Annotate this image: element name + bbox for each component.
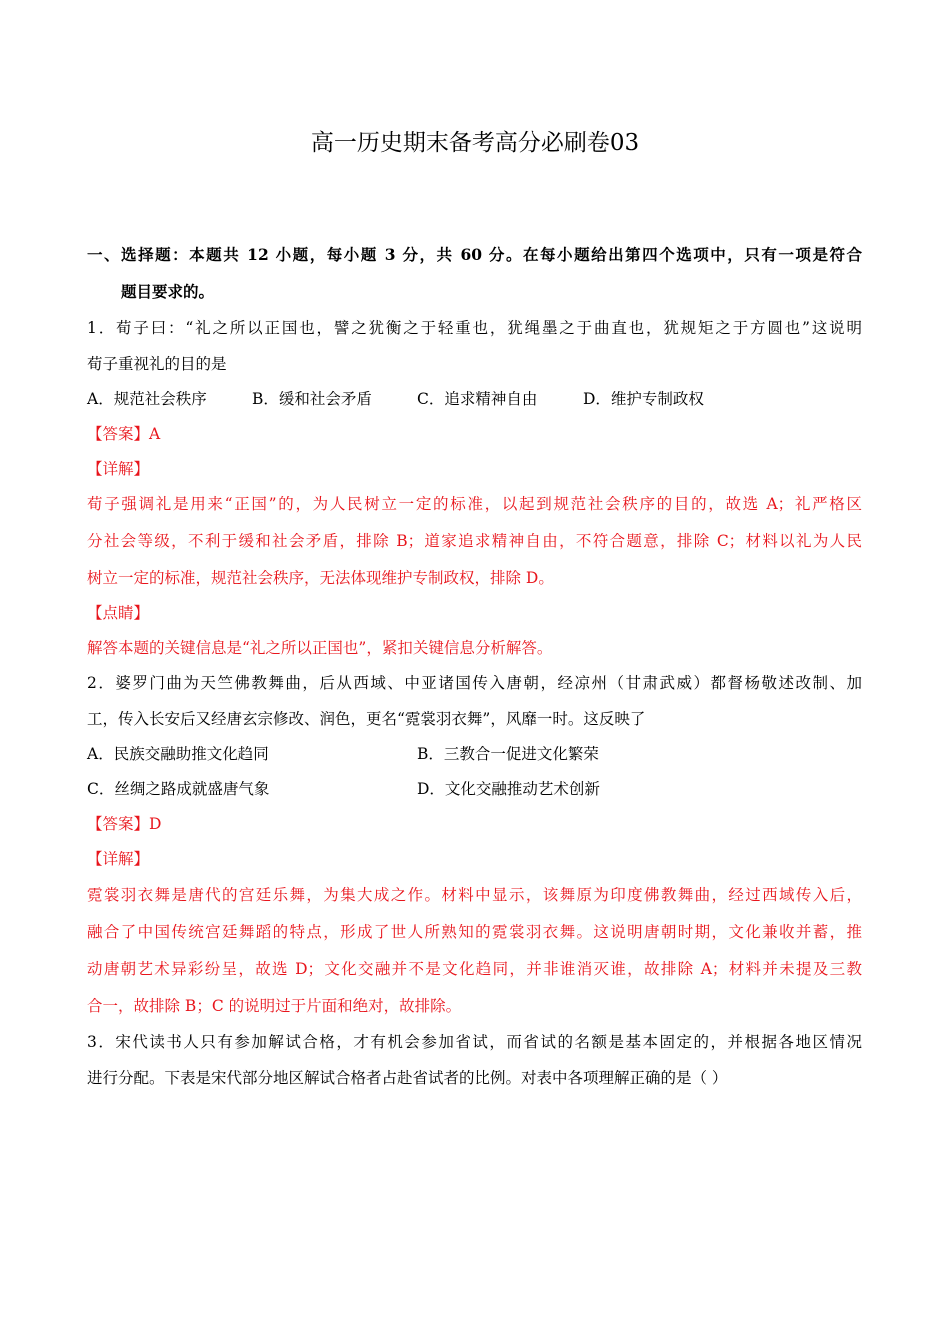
- answer-label: 【答案】: [87, 815, 150, 833]
- option-c[interactable]: C．追求精神自由: [417, 390, 538, 408]
- detail-line: 荀子强调礼是用来“正国”的，为人民树立一定的标准，以起到规范社会秩序的目的，故选 A；礼严格区: [87, 495, 862, 513]
- detail-line: 霓裳羽衣舞是唐代的宫廷乐舞，为集大成之作。材料中显示，该舞原为印度佛教舞曲，经过西域传入后，: [87, 886, 862, 904]
- option-a[interactable]: A．民族交融助推文化趋同: [87, 745, 269, 763]
- detail-line: 树立一定的标准，规范社会秩序，无法体现维护专制政权，排除 D。: [87, 569, 554, 587]
- detail-line: 动唐朝艺术异彩纷呈，故选 D；文化交融并不是文化趋同，并非谁消灭谁，故排除 A；材料并未提及三教: [87, 960, 862, 978]
- tip-label: 【点睛】: [87, 604, 150, 622]
- question-2-stem-cont: 工，传入长安后又经唐玄宗修改、润色，更名“霓裳羽衣舞”，风靡一时。这反映了: [87, 710, 646, 728]
- answer-value: A: [149, 425, 161, 443]
- detail-line: 合一，故排除 B；C 的说明过于片面和绝对，故排除。: [87, 997, 462, 1015]
- detail-line: 分社会等级，不利于缓和社会矛盾，排除 B；道家追求精神自由，不符合题意，排除 C；材料以礼为人民: [87, 532, 862, 550]
- detail-line: 融合了中国传统宫廷舞蹈的特点，形成了世人所熟知的霓裳羽衣舞。这说明唐朝时期，文化兼收并蓄，推: [87, 923, 862, 941]
- answer-value: D: [149, 815, 162, 833]
- question-3-stem-cont: 进行分配。下表是宋代部分地区解试合格者占赴省试者的比例。对表中各项理解正确的是（ ）: [87, 1069, 728, 1087]
- detail-label: 【详解】: [87, 460, 150, 478]
- question-3-stem: 3．宋代读书人只有参加解试合格，才有机会参加省试，而省试的名额是基本固定的，并根据各地区情况: [87, 1033, 862, 1051]
- answer-label: 【答案】: [87, 425, 150, 443]
- option-c[interactable]: C．丝绸之路成就盛唐气象: [87, 780, 270, 798]
- answer-2: [87, 814, 161, 834]
- option-b[interactable]: B．三教合一促进文化繁荣: [417, 745, 599, 763]
- option-d[interactable]: D．维护专制政权: [583, 390, 704, 408]
- option-b[interactable]: B．缓和社会矛盾: [252, 390, 372, 408]
- answer-1: [87, 424, 160, 444]
- page-title: 高一历史期末备考高分必刷卷03: [310, 130, 640, 156]
- question-2-stem: 2．婆罗门曲为天竺佛教舞曲，后从西域、中亚诸国传入唐朝，经凉州（甘肃武威）都督杨敬述改制、加: [87, 674, 862, 692]
- option-d[interactable]: D．文化交融推动艺术创新: [417, 780, 600, 798]
- question-1-stem-cont: 荀子重视礼的目的是: [87, 355, 227, 373]
- section-heading: 一、选择题：本题共 12 小题，每小题 3 分，共 60 分。在每小题给出第四个选项中，只有一项是符合: [87, 245, 862, 264]
- option-a[interactable]: A．规范社会秩序: [87, 390, 207, 408]
- section-heading-cont: 题目要求的。: [121, 282, 215, 301]
- question-1-stem: 1．荀子曰：“礼之所以正国也，譬之犹衡之于轻重也，犹绳墨之于曲直也，犹规矩之于方圆也”这说明: [87, 319, 862, 337]
- detail-label: 【详解】: [87, 850, 150, 868]
- tip-text: 解答本题的关键信息是“礼之所以正国也”，紧扣关键信息分析解答。: [87, 639, 553, 657]
